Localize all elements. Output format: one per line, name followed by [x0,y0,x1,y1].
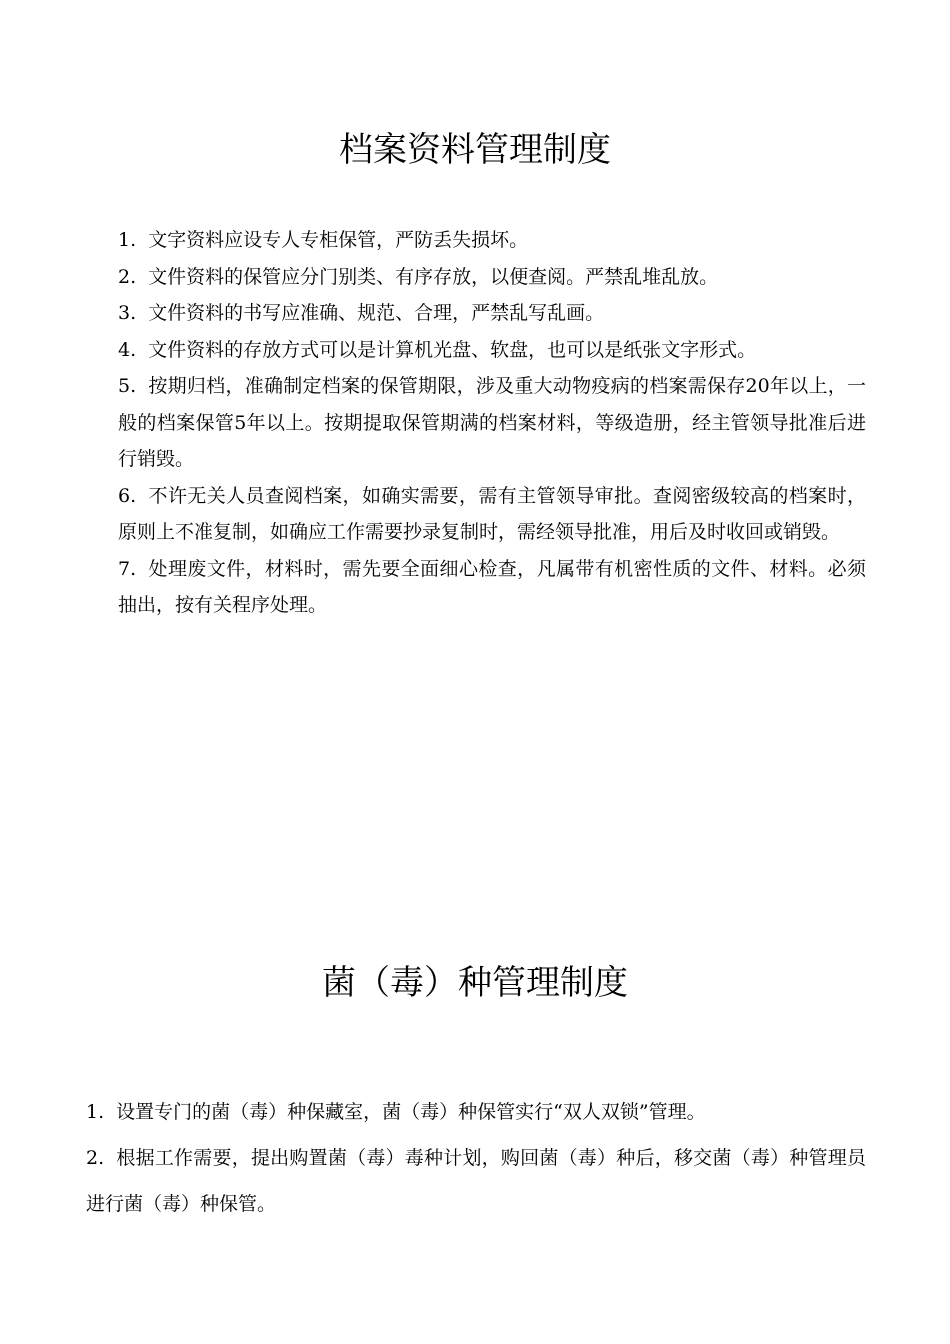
item-number: 1. [118,229,137,251]
list-item [118,222,866,259]
list-item [118,295,866,332]
page-title-strain-management: 菌（毒）种管理制度 [322,963,628,1003]
item-number: 1. [86,1101,105,1123]
item-number: 2. [118,265,137,288]
list-item [118,259,866,296]
item-text: 设置专门的菌（毒）种保藏室，菌（毒）种保管实行“双人双锁”管理。 [116,1101,706,1123]
item-text: 文件资料的书写应准确、规范、合理，严禁乱写乱画。 [148,302,605,324]
item-number: 7. [118,557,137,580]
item-text: 文字资料应设专人专柜保管，严防丢失损坏。 [148,229,529,251]
item-number: 3. [118,302,137,324]
item-number: 6. [118,484,137,507]
item-number: 2. [86,1147,105,1169]
strain-rules-list [86,1089,866,1227]
list-item [86,1135,866,1227]
item-number: 4. [118,338,137,361]
list-item [118,332,866,369]
list-item [118,368,866,478]
list-item [86,1089,866,1135]
item-text: 按期归档，准确制定档案的保管期限，涉及重大动物疫病的档案需保存20年以上，一般的档案保管5年以上。按期提取保管期满的档案材料，等级造册，经主管领导批准后进行销毁。 [118,375,866,470]
page-title-archive-management: 档案资料管理制度 [339,130,611,170]
list-item [118,478,866,551]
item-number: 5. [118,375,137,397]
item-text: 根据工作需要，提出购置菌（毒）毒种计划，购回菌（毒）种后，移交菌（毒）种管理员进行菌（毒）种保管。 [86,1147,866,1215]
item-text: 文件资料的保管应分门别类、有序存放，以便查阅。严禁乱堆乱放。 [148,265,719,288]
item-text: 处理废文件，材料时，需先要全面细心检查，凡属带有机密性质的文件、材料。必须抽出，按有关程序处理。 [118,557,866,616]
list-item [118,551,866,624]
archive-rules-list [118,222,866,624]
item-text: 文件资料的存放方式可以是计算机光盘、软盘，也可以是纸张文字形式。 [148,338,757,361]
item-text: 不许无关人员查阅档案，如确实需要，需有主管领导审批。查阅密级较高的档案时，原则上不准复制，如确应工作需要抄录复制时，需经领导批准，用后及时收回或销毁。 [118,484,866,543]
